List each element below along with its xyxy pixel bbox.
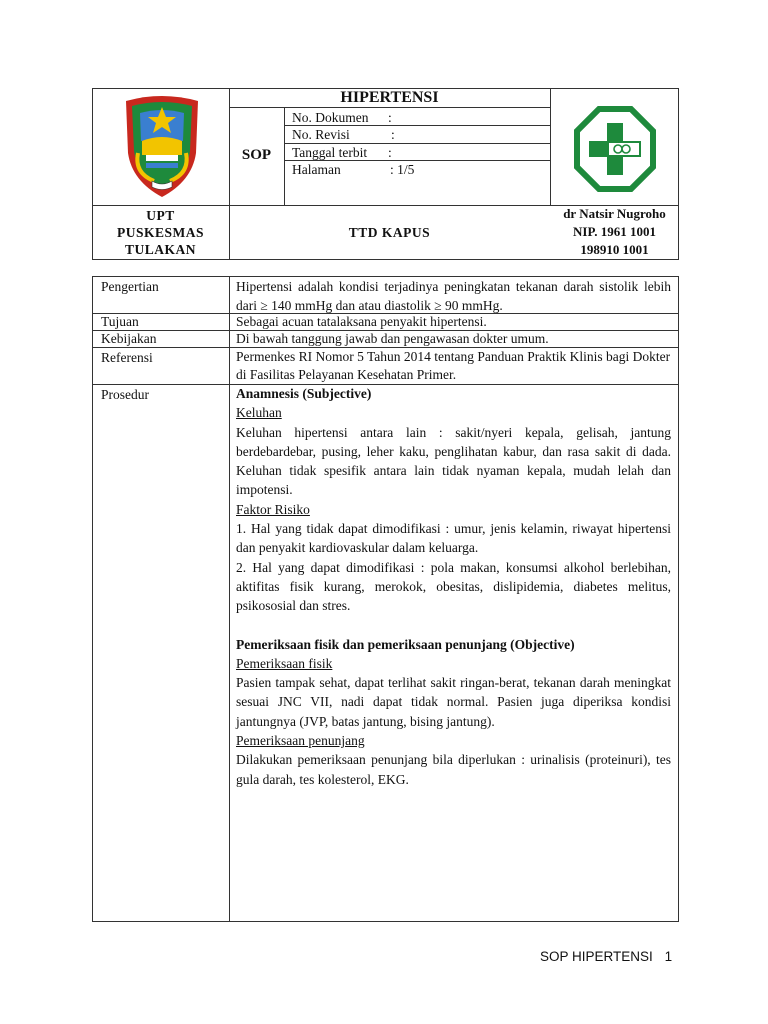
org-line-tulakan: TULAKAN <box>124 242 196 257</box>
subheading-pemeriksaan-penunjang: Pemeriksaan penunjang <box>236 733 365 749</box>
field-no-dokumen <box>292 109 392 126</box>
field-halaman <box>292 161 492 178</box>
text-keluhan: Keluhan hipertensi antara lain : sakit/nyeri kepala, gelisah, jantung berdebardebar, pusing, leher kaku, penglihatan kabur, dan rasa sakit di dada. Keluhan tidak spesifik antara lain tidak nyaman kepala, mudah lelah dan impotensi. <box>236 424 671 498</box>
label-tujuan: Tujuan <box>101 314 139 329</box>
text-faktor-2: 2. Hal yang dapat dimodifikasi : pola makan, konsumsi alkohol berlebihan, aktifitas fisik kurang, merokok, obesitas, dislipidemia, diabetes melitus, psikososial dan stres. <box>236 559 671 614</box>
signer-nip-2: 198910 1001 <box>580 242 649 257</box>
field-value: : <box>388 110 392 125</box>
subheading-keluhan: Keluhan <box>236 405 282 421</box>
text-pemeriksaan-fisik: Pasien tampak sehat, dapat terlihat sakit ringan-berat, tekanan darah meningkat sesuai JNC VII, nadi dapat tidak normal. Pasien juga diperiksa kondisi jantungnya (JVP, batas jantung, bising jantung). <box>236 675 671 729</box>
footer-page-number: 1 <box>664 949 673 964</box>
text-kebijakan: Di bawah tanggung jawab dan pengawasan dokter umum. <box>236 331 549 346</box>
puskesmas-logo <box>573 105 657 193</box>
field-tanggal-terbit <box>292 144 392 161</box>
label-kebijakan: Kebijakan <box>101 331 157 346</box>
field-label: Halaman <box>292 162 341 177</box>
page-footer <box>540 949 672 964</box>
field-no-revisi <box>292 126 395 143</box>
org-line-puskesmas: PUSKESMAS <box>116 225 205 240</box>
document-title: HIPERTENSI <box>340 89 439 106</box>
prosedur-content <box>236 384 671 789</box>
label-pengertian: Pengertian <box>101 279 159 294</box>
field-value: : <box>388 145 392 160</box>
signer-nip-1: NIP. 1961 1001 <box>573 224 656 239</box>
subheading-faktor-risiko: Faktor Risiko <box>236 501 310 517</box>
signer-block <box>550 205 679 259</box>
text-tujuan: Sebagai acuan tatalaksana penyakit hipertensi. <box>236 314 487 329</box>
subheading-pemeriksaan-fisik: Pemeriksaan fisik <box>236 655 333 671</box>
text-faktor-1: 1. Hal yang tidak dapat dimodifikasi : umur, jenis kelamin, riwayat hipertensi dan penyakit kardiovaskular dalam keluarga. <box>236 521 671 556</box>
footer-text: SOP HIPERTENSI <box>540 949 653 964</box>
sop-label: SOP <box>241 147 272 163</box>
org-line-upt: UPT <box>146 208 175 223</box>
text-pengertian: Hipertensi adalah kondisi terjadinya peningkatan tekanan darah sistolik lebih dari ≥ 140 mmHg dan atau diastolik ≥ 90 mmHg. <box>236 279 671 314</box>
field-label: Tanggal terbit <box>292 145 368 160</box>
field-value: : <box>391 127 395 142</box>
field-label: No. Dokumen <box>292 110 369 125</box>
text-referensi: Permenkes RI Nomor 5 Tahun 2014 tentang Panduan Praktik Klinis bagi Dokter di Fasilitas Pelayanan Kesehatan Primer. <box>236 349 671 382</box>
field-label: No. Revisi <box>292 127 350 142</box>
heading-pemeriksaan: Pemeriksaan fisik dan pemeriksaan penunjang (Objective) <box>236 636 575 652</box>
label-prosedur: Prosedur <box>101 387 149 402</box>
signer-name: dr Natsir Nugroho <box>563 206 666 221</box>
heading-anamnesis: Anamnesis (Subjective) <box>236 386 372 401</box>
regency-emblem-logo <box>122 93 202 200</box>
label-referensi: Referensi <box>101 350 153 365</box>
field-value: : 1/5 <box>390 162 415 177</box>
ttd-kapus: TTD KAPUS <box>348 225 431 240</box>
text-pemeriksaan-penunjang: Dilakukan pemeriksaan penunjang bila diperlukan : urinalisis (proteinuri), tes gula darah, tes kolesterol, EKG. <box>236 752 671 787</box>
org-name <box>92 207 229 258</box>
